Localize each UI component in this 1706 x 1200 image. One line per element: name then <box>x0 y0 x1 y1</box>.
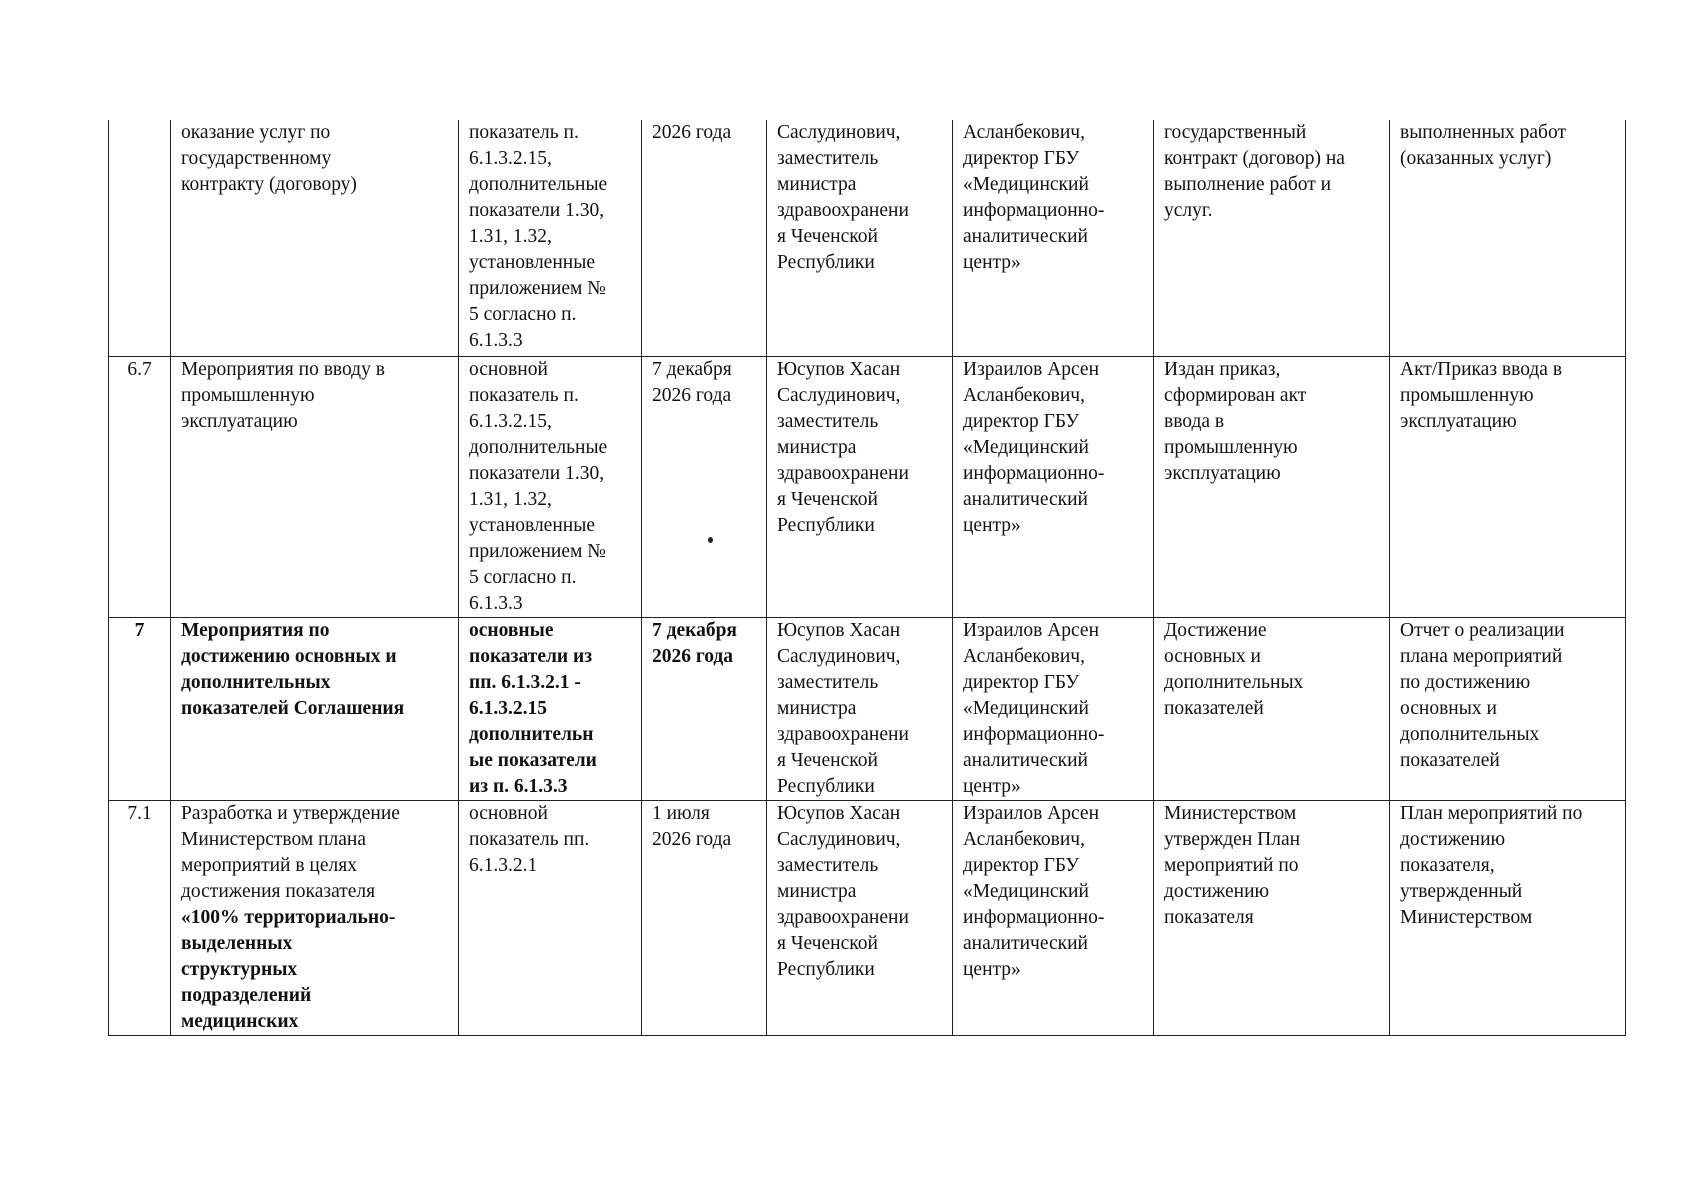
indicator-cell: основные показатели из пп. 6.1.3.2.1 - 6.1.3.2.15 дополнительн ые показатели из п. 6.1.3.3 <box>459 617 642 800</box>
event-cell <box>171 800 459 1035</box>
scan-speck <box>708 537 713 543</box>
row-number: 7 <box>109 617 171 800</box>
document-cell: выполненных работ (оказанных услуг) <box>1390 120 1626 356</box>
responsible-cell: Юсупов Хасан Саслудинович, заместитель министра здравоохранени я Чеченской Республики <box>767 356 953 617</box>
event-text: Разработка и утверждение Министерством плана мероприятий в целях достижения показателя <box>181 802 400 902</box>
result-cell: Министерством утвержден План мероприятий по достижению показателя <box>1154 800 1390 1035</box>
responsible-cell: Юсупов Хасан Саслудинович, заместитель министра здравоохранени я Чеченской Республики <box>767 617 953 800</box>
indicator-cell: основной показатель п. 6.1.3.2.15, дополнительные показатели 1.30, 1.31, 1.32, установленные приложением № 5 согласно п. 6.1.3.3 <box>459 356 642 617</box>
event-text-bold: «100% территориально- выделенных структурных подразделений медицинских <box>181 906 396 1032</box>
indicator-cell: основной показатель пп. 6.1.3.2.1 <box>459 800 642 1035</box>
table-row <box>109 356 1626 617</box>
event-cell: Мероприятия по достижению основных и дополнительных показателей Соглашения <box>171 617 459 800</box>
indicator-cell: показатель п. 6.1.3.2.15, дополнительные показатели 1.30, 1.31, 1.32, установленные приложением № 5 согласно п. 6.1.3.3 <box>459 120 642 356</box>
row-number: 7.1 <box>109 800 171 1035</box>
document-cell: Акт/Приказ ввода в промышленную эксплуатацию <box>1390 356 1626 617</box>
document-cell: Отчет о реализации плана мероприятий по достижению основных и дополнительных показателей <box>1390 617 1626 800</box>
table-row <box>109 800 1626 1035</box>
deadline-cell: 7 декабря 2026 года <box>642 356 767 617</box>
result-cell: Достижение основных и дополнительных показателей <box>1154 617 1390 800</box>
document-cell: План мероприятий по достижению показателя, утвержденный Министерством <box>1390 800 1626 1035</box>
executor-cell: Израилов Арсен Асланбекович, директор ГБУ «Медицинский информационно- аналитический центр» <box>953 356 1154 617</box>
row-number: 6.7 <box>109 356 171 617</box>
event-cell: оказание услуг по государственному контракту (договору) <box>171 120 459 356</box>
deadline-cell: 7 декабря 2026 года <box>642 617 767 800</box>
event-cell: Мероприятия по вводу в промышленную эксплуатацию <box>171 356 459 617</box>
deadline-cell: 2026 года <box>642 120 767 356</box>
deadline-cell: 1 июля 2026 года <box>642 800 767 1035</box>
executor-cell: Асланбекович, директор ГБУ «Медицинский информационно- аналитический центр» <box>953 120 1154 356</box>
table-row <box>109 617 1626 800</box>
table-row <box>109 120 1626 356</box>
action-plan-table <box>108 120 1626 1036</box>
result-cell: Издан приказ, сформирован акт ввода в промышленную эксплуатацию <box>1154 356 1390 617</box>
executor-cell: Израилов Арсен Асланбекович, директор ГБУ «Медицинский информационно- аналитический центр» <box>953 617 1154 800</box>
row-number <box>109 120 171 356</box>
responsible-cell: Саслудинович, заместитель министра здравоохранени я Чеченской Республики <box>767 120 953 356</box>
executor-cell: Израилов Арсен Асланбекович, директор ГБУ «Медицинский информационно- аналитический центр» <box>953 800 1154 1035</box>
result-cell: государственный контракт (договор) на выполнение работ и услуг. <box>1154 120 1390 356</box>
responsible-cell: Юсупов Хасан Саслудинович, заместитель министра здравоохранени я Чеченской Республики <box>767 800 953 1035</box>
